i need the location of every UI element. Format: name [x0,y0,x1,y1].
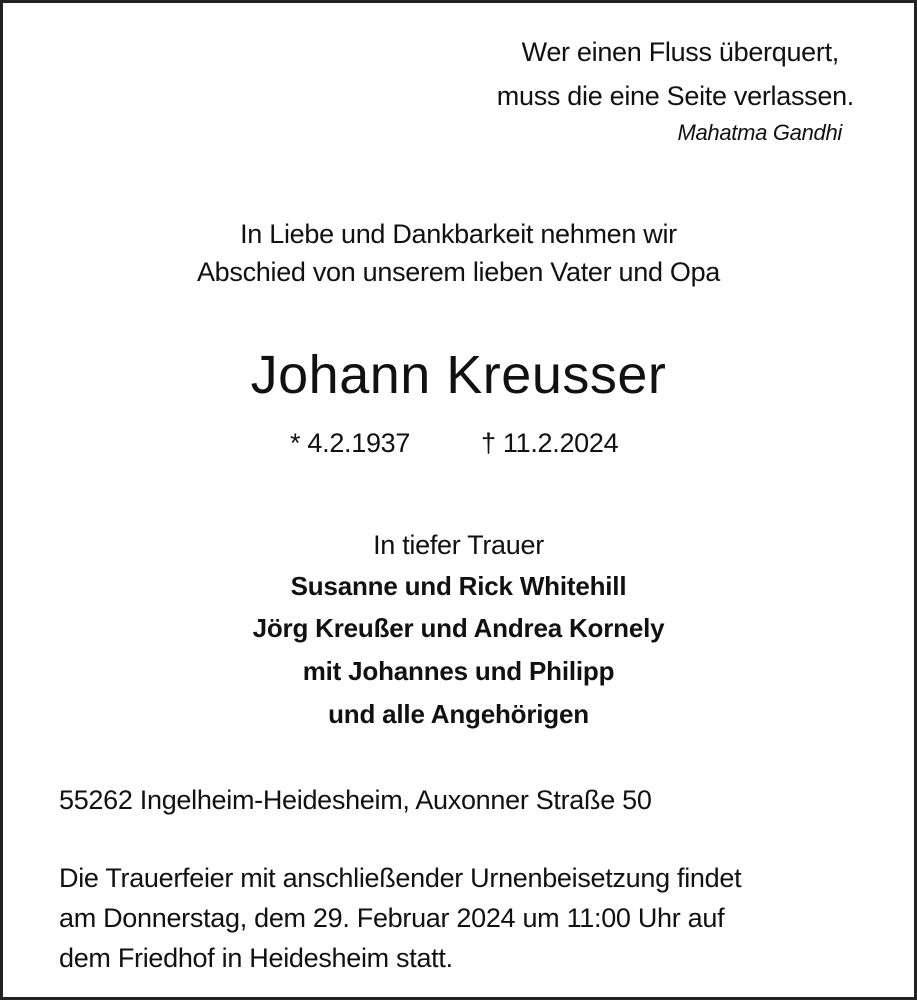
mourner-line: Jörg Kreußer und Andrea Kornely [252,613,665,643]
mourner-line: Susanne und Rick Whitehill [290,571,627,601]
death-date: † 11.2.2024 [481,428,619,458]
mourner-line: und alle Angehörigen [328,699,589,729]
quote-line: muss die eine Seite verlassen. [496,81,854,111]
mourner-line: mit Johannes und Philipp [302,656,615,686]
intro-line: In Liebe und Dankbarkeit nehmen wir [240,219,677,249]
deceased-name: Johann Kreusser [250,345,667,405]
intro-line: Abschied von unserem lieben Vater und Opa [196,257,721,287]
ceremony-line: am Donnerstag, dem 29. Februar 2024 um 11:00 Uhr auf [59,903,725,933]
address: 55262 Ingelheim-Heidesheim, Auxonner Straße 50 [59,785,652,815]
ceremony-line: dem Friedhof in Heidesheim statt. [59,943,453,973]
birth-date: * 4.2.1937 [290,428,411,458]
quote-line: Wer einen Fluss überquert, [521,37,839,67]
ceremony-line: Die Trauerfeier mit anschließender Urnenbeisetzung findet [59,863,742,893]
quote-author: Mahatma Gandhi [677,120,842,145]
mourners-heading: In tiefer Trauer [373,530,544,560]
